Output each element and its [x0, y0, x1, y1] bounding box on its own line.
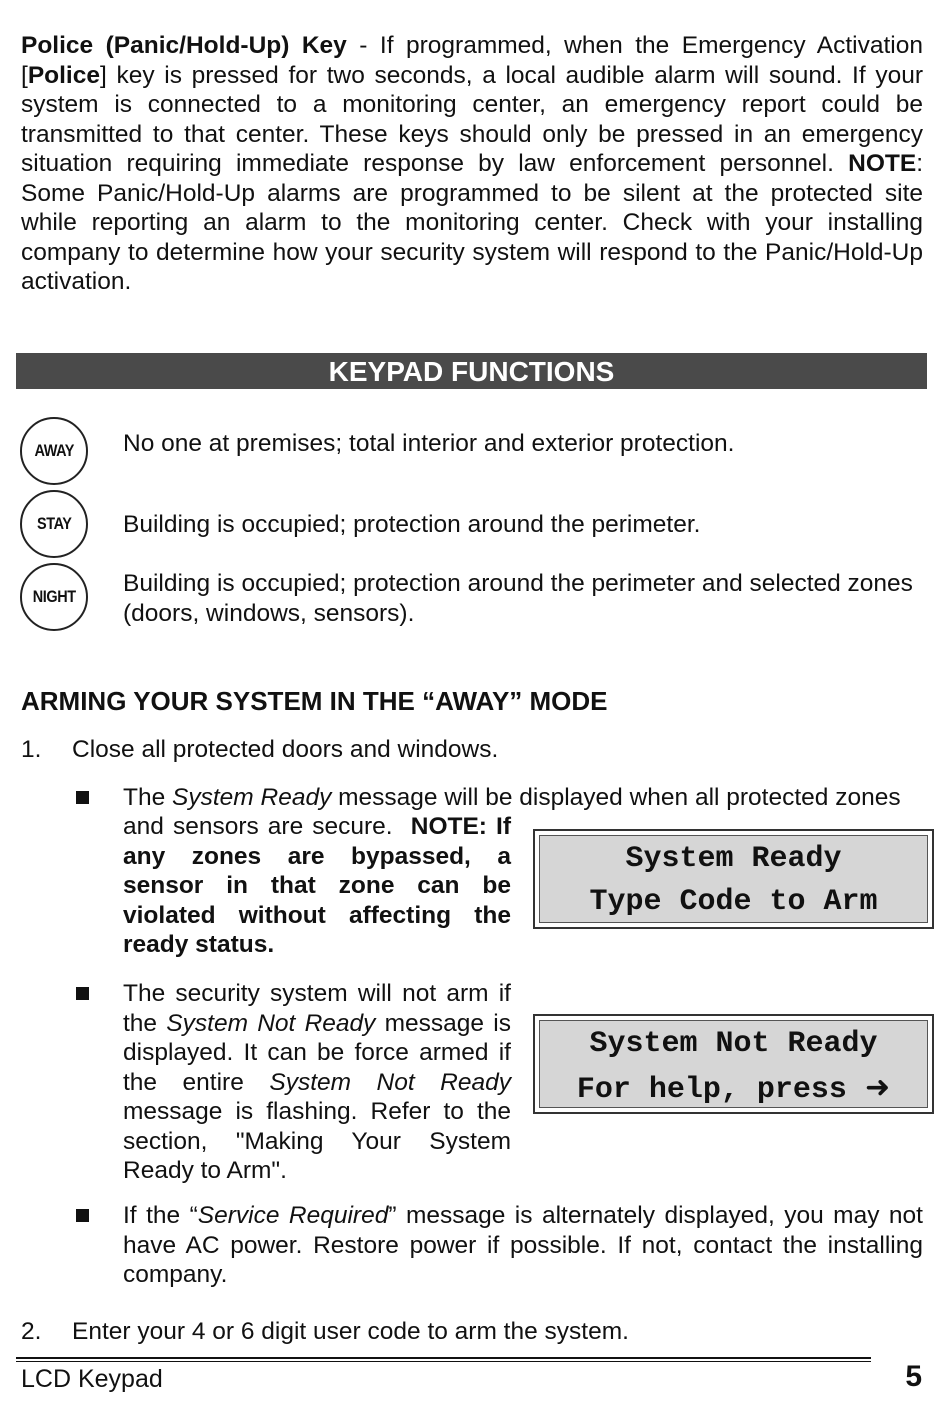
- page-number: 5: [905, 1360, 922, 1393]
- footer-rule: [16, 1357, 871, 1359]
- lcd-system-ready-display: [533, 829, 934, 929]
- bullet-1-marker: [76, 791, 89, 804]
- right-arrow-icon: ➜: [864, 1070, 891, 1105]
- step-1-number: 1.: [21, 736, 42, 763]
- bullet-2-marker: [76, 987, 89, 1000]
- police-key-name: Police: [27, 61, 100, 89]
- arming-away-heading: ARMING YOUR SYSTEM IN THE “AWAY” MODE: [21, 686, 608, 716]
- bullet-3-text: If the “Service Required” message is alternately displayed, you may not have AC power. Restore power if possible. If not, contact the installing company.: [123, 1202, 923, 1288]
- away-key-icon: AWAY: [20, 417, 88, 485]
- stay-key-description: Building is occupied; protection around the perimeter.: [123, 511, 701, 538]
- step-2-text: Enter your 4 or 6 digit user code to arm the system.: [72, 1318, 629, 1345]
- lcd-not-ready-line1: System Not Ready: [589, 1027, 878, 1061]
- step-2-number: 2.: [21, 1318, 42, 1345]
- police-key-title: Police (Panic/Hold-Up) Key: [21, 32, 347, 59]
- stay-key-icon: STAY: [20, 490, 88, 558]
- lcd-ready-line1: System Ready: [625, 842, 842, 876]
- footer-rule-thin: [16, 1361, 871, 1362]
- lcd-not-ready-line2: For help, press ➜: [576, 1070, 891, 1107]
- lcd-system-not-ready-display: [533, 1014, 934, 1114]
- bullet-1-line1: The System Ready message will be displayed when all protected zones: [123, 784, 901, 811]
- bullet-1-rest: and sensors are secure. NOTE: If any zones are bypassed, a sensor in that zone can be violated without affecting the ready status.: [123, 813, 511, 958]
- night-key-description: Building is occupied; protection around the perimeter and selected zones (doors, windows, sensors).: [123, 570, 913, 627]
- note-label: NOTE: [848, 150, 917, 177]
- footer-title: LCD Keypad: [21, 1365, 163, 1393]
- lcd-ready-line2: Type Code to Arm: [589, 885, 878, 919]
- away-key-description: No one at premises; total interior and exterior protection.: [123, 430, 735, 457]
- police-key-paragraph: Police (Panic/Hold-Up) Key - If programmed, when the Emergency Activation [Police] key is pressed for two seconds, a local audible alarm will sound. If your system is connected to a monitoring center, an emergency report could be transmitted to that center. These keys should only be pressed in an emergency situation requiring immediate response by law enforcement personnel. NOTE: Some Panic/Hold-Up alarms are programmed to be silent at the protected site while reporting an alarm to the monitoring center. Check with your installing company to determine how your security system will respond to the Panic/Hold-Up activation.: [21, 32, 924, 295]
- bullet-3-marker: [76, 1209, 89, 1222]
- night-key-icon: NIGHT: [20, 563, 88, 631]
- bullet-2-text: The security system will not arm if the System Not Ready message is displayed. It can be force armed if the entire System Not Ready message is flashing. Refer to the section, "Making Your System Ready to Arm".: [123, 980, 511, 1184]
- step-1-text: Close all protected doors and windows.: [72, 736, 499, 763]
- keypad-functions-banner: KEYPAD FUNCTIONS: [16, 353, 927, 389]
